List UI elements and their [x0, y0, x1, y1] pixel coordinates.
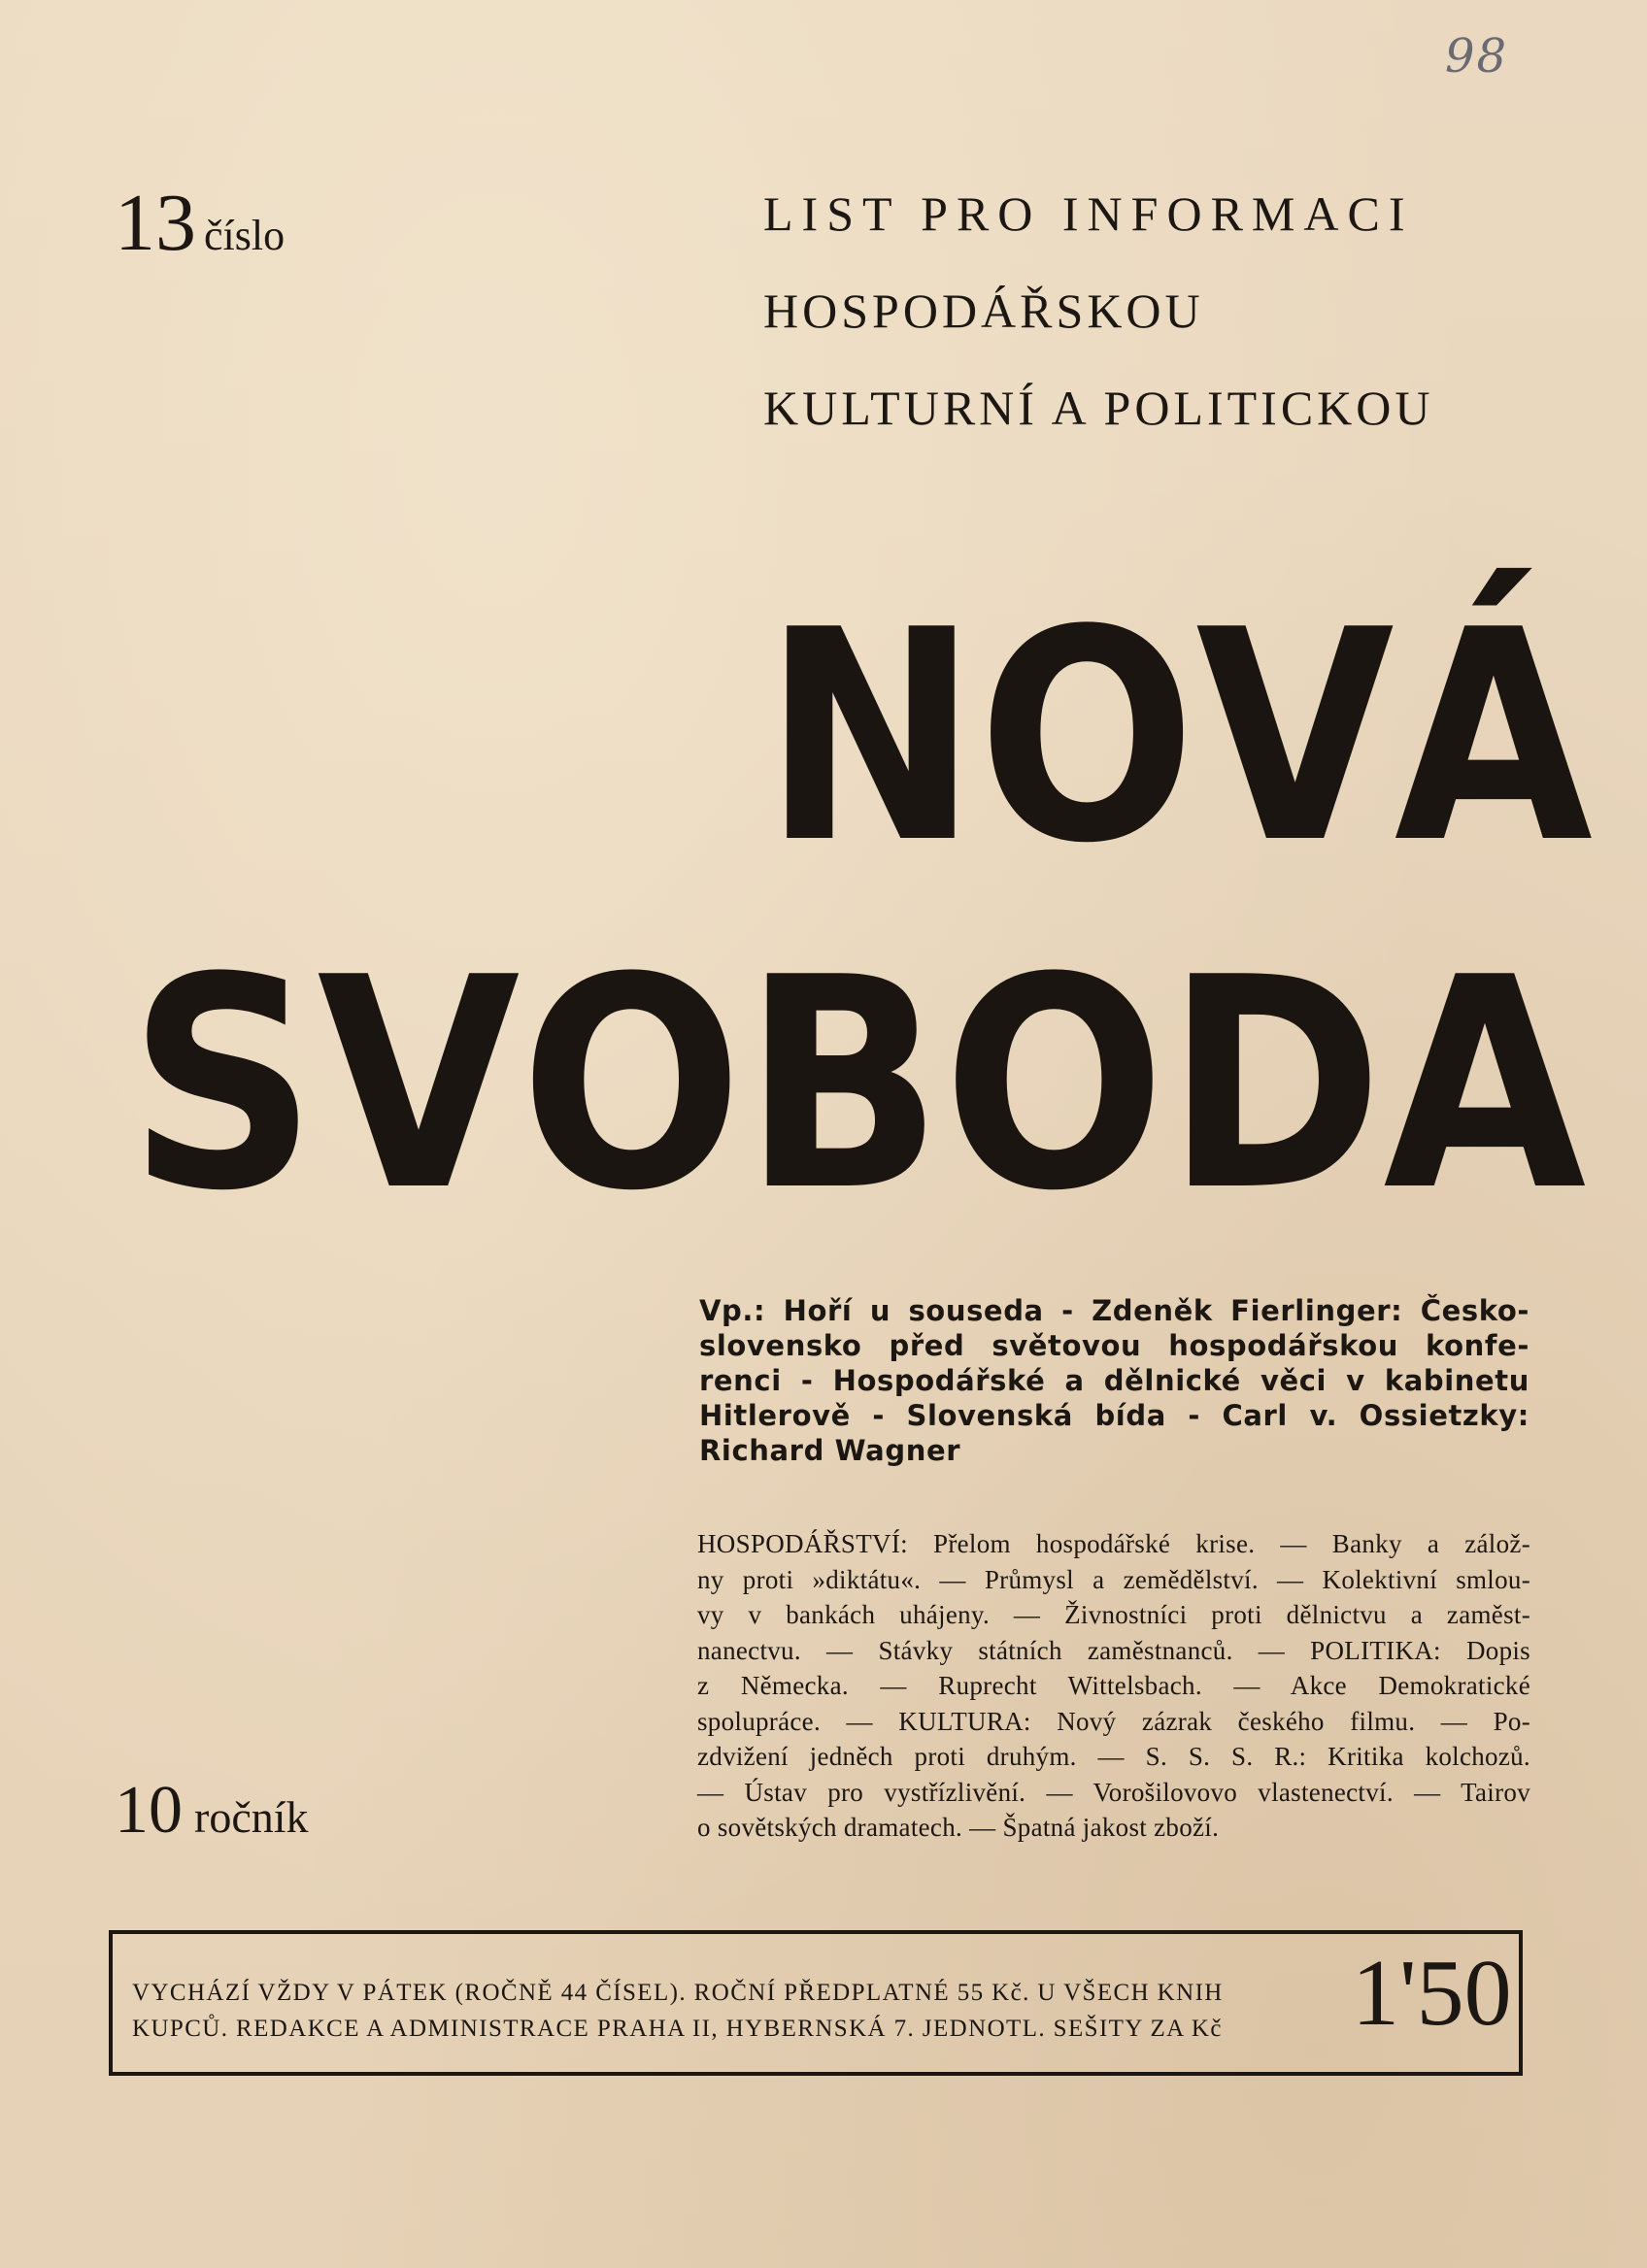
section-line: spolupráce. — KULTURA: Nový zázrak českého filmu. — Po- — [697, 1706, 1530, 1736]
masthead-letter: N — [763, 568, 978, 907]
tagline — [763, 165, 1530, 456]
subscription-line-1: VYCHÁZÍ VŽDY V PÁTEK (ROČNĚ 44 ČÍSEL). ROČNÍ PŘEDPLATNÉ 55 Kč. U VŠECH KNIH — [132, 1980, 1224, 2006]
section-line: zdvižení jedněch proti druhým. — S. S. S. R.: Kritika kolchozů. — [697, 1742, 1530, 1771]
subscription-box — [109, 1930, 1523, 2076]
section-line: vy v bankách uhájeny. — Živnostníci proti dělnictvu a zaměst- — [697, 1600, 1530, 1629]
section-line: o sovětských dramatech. — Špatná jakost zboží. — [697, 1813, 1220, 1842]
masthead-letter: Á — [1394, 568, 1594, 907]
featured-articles — [699, 1293, 1529, 1468]
volume-block — [115, 1773, 309, 1848]
subscription-text — [132, 1975, 1336, 2047]
issue-number: 13 — [115, 178, 196, 268]
section-line: — Ústav pro vystřízlivění. — Vorošilovovo vlastenectví. — Tairov — [697, 1777, 1530, 1807]
tagline-line-3: KULTURNÍ A POLITICKOU — [763, 381, 1434, 435]
section-contents — [697, 1526, 1530, 1846]
masthead-line-1 — [763, 568, 1594, 907]
tagline-line-2: HOSPODÁŘSKOU — [763, 284, 1204, 338]
subscription-line-2: KUPCŮ. REDAKCE A ADMINISTRACE PRAHA II, HYBERNSKÁ 7. JEDNOTL. SEŠITY ZA Kč — [132, 2016, 1223, 2042]
issue-label: číslo — [204, 212, 286, 259]
masthead-letter: O — [942, 916, 1166, 1254]
tagline-line-1: LIST PRO INFORMACI — [763, 186, 1414, 241]
price: 1'50 — [1352, 1941, 1512, 2046]
section-line: HOSPODÁŘSTVÍ: Přelom hospodářské krise. — Banky a zálož- — [697, 1529, 1530, 1558]
masthead-letter: V — [1195, 568, 1395, 907]
masthead-letter: D — [1165, 916, 1384, 1254]
featured-line: slovensko před světovou hospodářskou konfe- — [699, 1329, 1529, 1362]
volume-number: 10 — [115, 1773, 183, 1848]
masthead-line-2 — [128, 916, 1587, 1254]
featured-line: renci - Hospodářské a dělnické věci v kabinetu — [699, 1364, 1529, 1397]
masthead-letter: A — [1383, 916, 1587, 1254]
masthead-letter: S — [128, 916, 318, 1254]
masthead-letter: B — [742, 916, 943, 1254]
masthead-letter: O — [977, 568, 1196, 907]
handwritten-note: 98 — [1445, 29, 1509, 83]
section-line: z Německa. — Ruprecht Wittelsbach. — Akce Demokratické — [697, 1671, 1530, 1700]
section-line: nanectvu. — Stávky státních zaměstnanců. — POLITIKA: Dopis — [697, 1635, 1530, 1665]
featured-line: Hitlerově - Slovenská bída - Carl v. Ossietzky: — [699, 1399, 1529, 1432]
section-line: ny proti »diktátu«. — Průmysl a zemědělství. — Kolektivní smlou- — [697, 1564, 1530, 1594]
masthead-letter: V — [317, 916, 521, 1254]
featured-line: Richard Wagner — [699, 1434, 961, 1467]
featured-line: Vp.: Hoří u souseda - Zdeněk Fierlinger: Česko- — [699, 1294, 1529, 1327]
issue-number-block — [115, 178, 286, 268]
volume-label: ročník — [194, 1792, 309, 1842]
masthead-letter: O — [520, 916, 743, 1254]
